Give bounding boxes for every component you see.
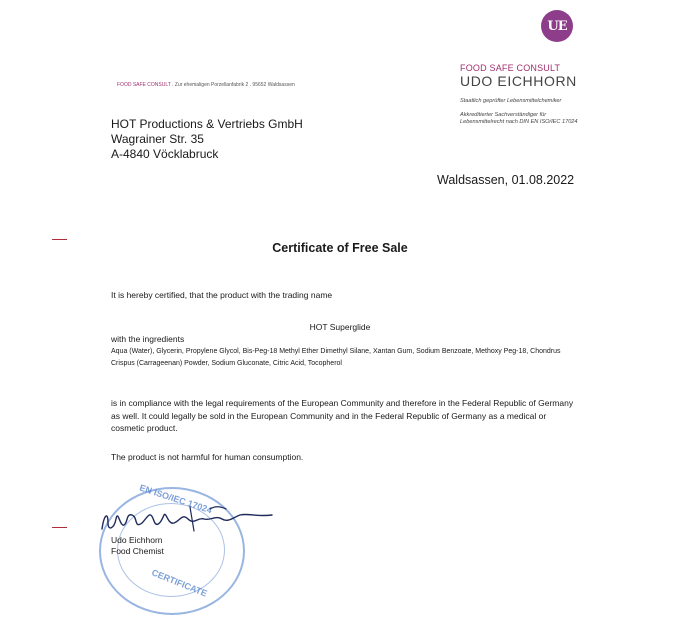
date-line: Waldsassen, 01.08.2022	[437, 173, 575, 187]
compliance-paragraph: is in compliance with the legal requirements of the European Community and therefore in the Federal Republic of Germany as well. It could legally be sold in the European Community and in the Federal Republic of Germany as a medical or cosmetic product.	[111, 398, 574, 433]
signer-name: Udo Eichhorn	[111, 535, 163, 545]
sender-address: . Zur ehemaligen Porzellanfabrik 2 . 95652 Waldsassen	[170, 82, 295, 88]
recipient-city: A-4840 Vöcklabruck	[111, 147, 219, 161]
ingredients-list: Aqua (Water), Glycerin, Propylene Glycol, Bis-Peg-18 Methyl Ether Dimethyl Silane, Xantan Gum, Sodium Benzoate, Methoxy Peg-18, Chondrus Crispus (Carrageenan) Powder, Sodium Gluconate, Citric Acid, Tocopherol	[111, 348, 561, 367]
handwritten-signature	[98, 503, 278, 537]
ingredients-label: with the ingredients	[111, 334, 185, 344]
fold-mark-bottom	[52, 527, 67, 528]
stamp-top-text: EN ISO/IEC 17024	[138, 482, 214, 516]
product-name: HOT Superglide	[309, 322, 371, 332]
brand-tagline: FOOD SAFE CONSULT	[460, 63, 561, 73]
logo-text: UE	[547, 18, 567, 34]
brand-qualification-1: Staatlich geprüfter Lebensmittelchemiker	[460, 98, 562, 104]
sender-brand: FOOD SAFE CONSULT	[117, 82, 171, 88]
sender-return-line	[117, 82, 295, 88]
document-title: Certificate of Free Sale	[272, 241, 408, 255]
recipient-company: HOT Productions & Vertriebs GmbH	[111, 117, 303, 131]
brand-name: UDO EICHHORN	[460, 73, 577, 89]
brand-qualification-2: Akkreditierter Sachverständiger für	[460, 112, 547, 118]
stamp-bottom-text: CERTIFICATE	[150, 567, 209, 599]
company-logo	[541, 10, 573, 42]
intro-paragraph: It is hereby certified, that the product with the trading name	[111, 290, 333, 300]
recipient-street: Wagrainer Str. 35	[111, 132, 204, 146]
signer-role: Food Chemist	[111, 546, 164, 556]
fold-mark-top	[52, 239, 67, 240]
harmless-statement: The product is not harmful for human consumption.	[111, 452, 304, 462]
brand-qualification-3: Lebensmittelrecht nach DIN EN ISO/IEC 17024	[460, 119, 578, 125]
